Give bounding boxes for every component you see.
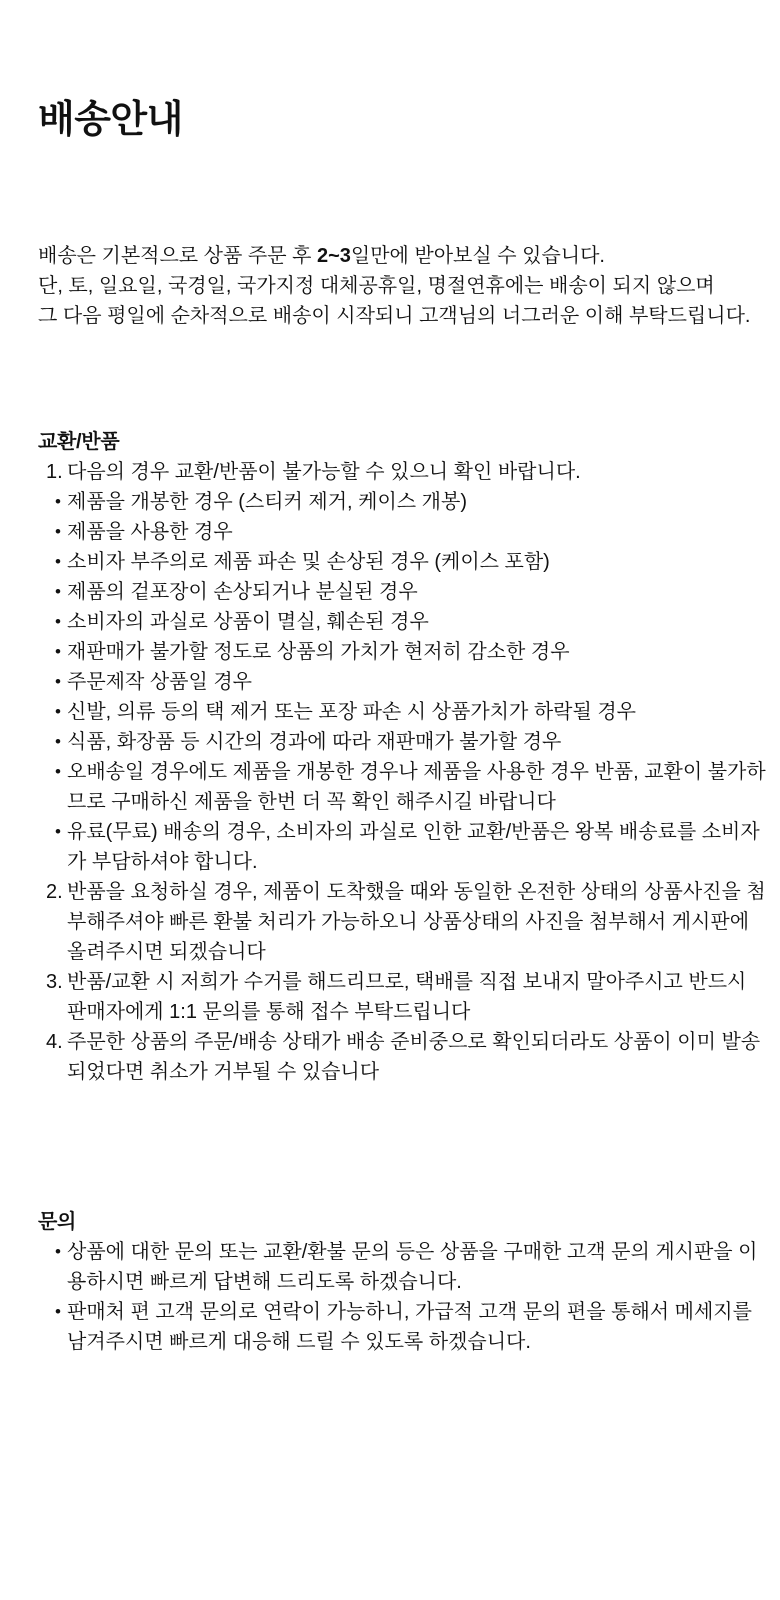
bullet-icon: • <box>55 702 61 721</box>
shipping-info-page <box>0 100 780 1600</box>
bullet-icon: • <box>55 1242 61 1261</box>
intro-line1-suffix: 일만에 받아보실 수 있습니다. <box>350 245 605 267</box>
list-item <box>38 637 768 667</box>
bullet-text: 소비자의 과실로 상품이 멸실, 훼손된 경우 <box>67 611 429 633</box>
list-item <box>38 817 768 877</box>
intro-line2: 단, 토, 일요일, 국경일, 국가지정 대체공휴일, 명절연휴에는 배송이 되지 않으며 <box>38 275 715 297</box>
list-item <box>38 667 768 697</box>
inquiry-list <box>38 1237 768 1357</box>
item-text: 주문한 상품의 주문/배송 상태가 배송 준비중으로 확인되더라도 상품이 이미 발송되었다면 취소가 거부될 수 있습니다 <box>67 1031 761 1083</box>
item-text: 반품을 요청하실 경우, 제품이 도착했을 때와 동일한 온전한 상태의 상품사진을 첨부해주셔야 빠른 환불 처리가 가능하오니 상품상태의 사진을 첨부해서 게시판에 올려주시면 되겠습니다 <box>67 881 766 963</box>
item-text: 다음의 경우 교환/반품이 불가능할 수 있으니 확인 바랍니다. <box>67 461 581 483</box>
bullet-icon: • <box>55 492 61 511</box>
list-item-2 <box>38 877 768 967</box>
list-item <box>38 577 768 607</box>
exchange-return-list <box>38 457 768 1087</box>
bullet-text: 판매처 편 고객 문의로 연락이 가능하니, 가급적 고객 문의 편을 통해서 메세지를 남겨주시면 빠르게 대응해 드릴 수 있도록 하겠습니다. <box>67 1301 752 1353</box>
list-item <box>38 757 768 817</box>
list-item <box>38 1297 768 1357</box>
bullet-text: 유료(무료) 배송의 경우, 소비자의 과실로 인한 교환/반품은 왕복 배송료를 소비자가 부담하셔야 합니다. <box>67 821 760 873</box>
page-title: 배송안내 <box>38 99 183 141</box>
bullet-icon: • <box>55 672 61 691</box>
list-item <box>38 547 768 577</box>
list-item <box>38 697 768 727</box>
list-item <box>38 1237 768 1297</box>
exchange-return-heading: 교환/반품 <box>38 431 120 453</box>
item-text: 반품/교환 시 저희가 수거를 해드리므로, 택배를 직접 보내지 말아주시고 반드시 판매자에게 1:1 문의를 통해 접수 부탁드립니다 <box>67 971 747 1023</box>
list-item <box>38 487 768 517</box>
bullet-text: 제품을 개봉한 경우 (스티커 제거, 케이스 개봉) <box>67 491 467 513</box>
list-item-4 <box>38 1027 768 1087</box>
bullet-text: 상품에 대한 문의 또는 교환/환불 문의 등은 상품을 구매한 고객 문의 게시판을 이용하시면 빠르게 답변해 드리도록 하겠습니다. <box>67 1241 758 1293</box>
bullet-icon: • <box>55 642 61 661</box>
bullet-text: 식품, 화장품 등 시간의 경과에 따라 재판매가 불가할 경우 <box>67 731 562 753</box>
bullet-icon: • <box>55 822 61 841</box>
inquiry-heading: 문의 <box>38 1211 77 1233</box>
list-item <box>38 607 768 637</box>
intro-line1-prefix: 배송은 기본적으로 상품 주문 후 <box>38 245 317 267</box>
intro-paragraph <box>38 241 768 331</box>
bullet-icon: • <box>55 612 61 631</box>
item-number: 1. <box>46 461 63 483</box>
bullet-icon: • <box>55 762 61 781</box>
bullet-text: 소비자 부주의로 제품 파손 및 손상된 경우 (케이스 포함) <box>67 551 550 573</box>
bullet-text: 주문제작 상품일 경우 <box>67 671 252 693</box>
intro-line3: 그 다음 평일에 순차적으로 배송이 시작되니 고객님의 너그러운 이해 부탁드립니다. <box>38 305 751 327</box>
list-item <box>38 517 768 547</box>
bullet-text: 제품을 사용한 경우 <box>67 521 233 543</box>
bullet-text: 재판매가 불가할 정도로 상품의 가치가 현저히 감소한 경우 <box>67 641 570 663</box>
non-returnable-cases-list <box>38 487 768 877</box>
list-item-3 <box>38 967 768 1027</box>
item-number: 3. <box>46 971 63 993</box>
intro-line1 <box>38 245 605 267</box>
bullet-icon: • <box>55 1302 61 1321</box>
item-number: 4. <box>46 1031 63 1053</box>
bullet-text: 신발, 의류 등의 택 제거 또는 포장 파손 시 상품가치가 하락될 경우 <box>67 701 636 723</box>
bullet-text: 오배송일 경우에도 제품을 개봉한 경우나 제품을 사용한 경우 반품, 교환이 불가하므로 구매하신 제품을 한번 더 꼭 확인 해주시길 바랍니다 <box>67 761 766 813</box>
bullet-icon: • <box>55 732 61 751</box>
bullet-text: 제품의 겉포장이 손상되거나 분실된 경우 <box>67 581 418 603</box>
list-item <box>38 727 768 757</box>
intro-line1-bold: 2~3 <box>316 245 351 267</box>
list-item-1 <box>38 457 768 877</box>
item-number: 2. <box>46 881 63 903</box>
bullet-icon: • <box>55 582 61 601</box>
bullet-icon: • <box>55 522 61 541</box>
bullet-icon: • <box>55 552 61 571</box>
